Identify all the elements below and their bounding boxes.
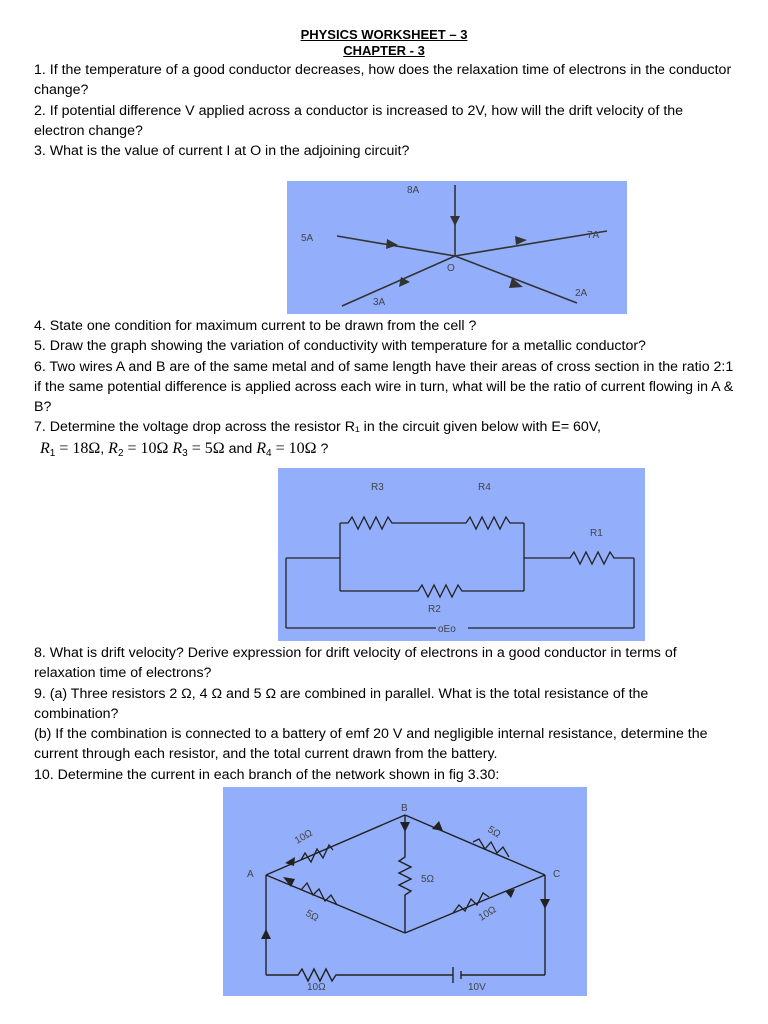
r3-subscript: 3 — [182, 448, 188, 459]
r4-value: = 10Ω — [271, 440, 317, 457]
question-9a: 9. (a) Three resistors 2 Ω, 4 Ω and 5 Ω are combined in parallel. What is the total resistance of the combination? — [34, 685, 649, 722]
label-7a: 7A — [587, 230, 600, 241]
questions-block-1 — [34, 60, 734, 161]
label-dc-resistance: 10Ω — [476, 904, 499, 924]
label-e: oEo — [438, 624, 456, 635]
resistor-values-equation — [40, 440, 328, 459]
r3-symbol: R — [172, 440, 183, 457]
label-r1: R1 — [590, 528, 603, 539]
question-3: 3. What is the value of current I at O in the adjoining circuit? — [34, 143, 410, 160]
label-ad-resistance: 5Ω — [303, 908, 321, 925]
question-10: 10. Determine the current in each branch of the network shown in fig 3.30: — [34, 766, 500, 783]
label-a: A — [247, 869, 254, 880]
label-r4: R4 — [478, 482, 491, 493]
bridge-network-figure — [223, 787, 587, 996]
label-3a: 3A — [373, 297, 386, 308]
r1-subscript: 1 — [49, 448, 56, 459]
and-word: and — [228, 441, 253, 457]
r2-symbol: R — [108, 440, 118, 457]
label-bd-resistance: 5Ω — [421, 874, 435, 885]
r2-value: = 10Ω — [123, 440, 169, 457]
label-ab-resistance: 10Ω — [293, 827, 315, 847]
r3-value: = 5Ω — [187, 440, 225, 457]
r1-symbol: R — [40, 440, 50, 457]
label-b: B — [401, 803, 408, 814]
label-r2: R2 — [428, 604, 441, 615]
label-battery: 10V — [468, 982, 486, 993]
r2-subscript: 2 — [117, 448, 124, 459]
r4-subscript: 4 — [266, 448, 272, 459]
junction-figure — [287, 181, 627, 314]
resistor-circuit-figure — [278, 468, 645, 641]
question-4: 4. State one condition for maximum current to be drawn from the cell ? — [34, 318, 477, 334]
chapter-heading: CHAPTER - 3 — [343, 43, 425, 58]
questions-block-2 — [34, 316, 734, 438]
question-9b: (b) If the combination is connected to a battery of emf 20 V and negligible internal resistance, determine the current through each resistor, and the total current drawn from the battery. — [34, 726, 708, 763]
question-5: 5. Draw the graph showing the variation of conductivity with temperature for a metallic conductor? — [34, 338, 646, 355]
question-mark: ? — [320, 441, 329, 457]
question-7: 7. Determine the voltage drop across the resistor R₁ in the circuit given below with E= 60V, — [34, 419, 601, 436]
question-2: 2. If potential difference V applied across a conductor is increased to 2V, how will the drift velocity of the electron change? — [34, 102, 684, 139]
label-5a: 5A — [301, 233, 314, 244]
r4-symbol: R — [256, 440, 267, 457]
worksheet-title: PHYSICS WORKSHEET – 3 — [300, 27, 468, 42]
label-2a: 2A — [575, 288, 588, 299]
question-6: 6. Two wires A and B are of the same metal and of same length have their areas of cross section in the ratio 2:1 if the same potential difference is applied across each wire in turn, what will be the ratio of current flowing in A & B? — [34, 358, 734, 416]
separator: , — [100, 441, 105, 457]
question-1: 1. If the temperature of a good conductor decreases, how does the relaxation time of electrons in the conductor change? — [34, 62, 732, 99]
questions-block-3 — [34, 643, 734, 785]
label-8a: 8A — [407, 185, 420, 196]
label-series-resistance: 10Ω — [307, 982, 326, 993]
label-bc-resistance: 5Ω — [485, 824, 503, 841]
question-8: 8. What is drift velocity? Derive expression for drift velocity of electrons in a good conductor in terms of relaxation time of electrons? — [34, 645, 677, 682]
label-o: O — [447, 263, 455, 274]
r1-value: = 18Ω — [55, 440, 101, 457]
label-r3: R3 — [371, 482, 384, 493]
label-c: C — [553, 869, 561, 880]
